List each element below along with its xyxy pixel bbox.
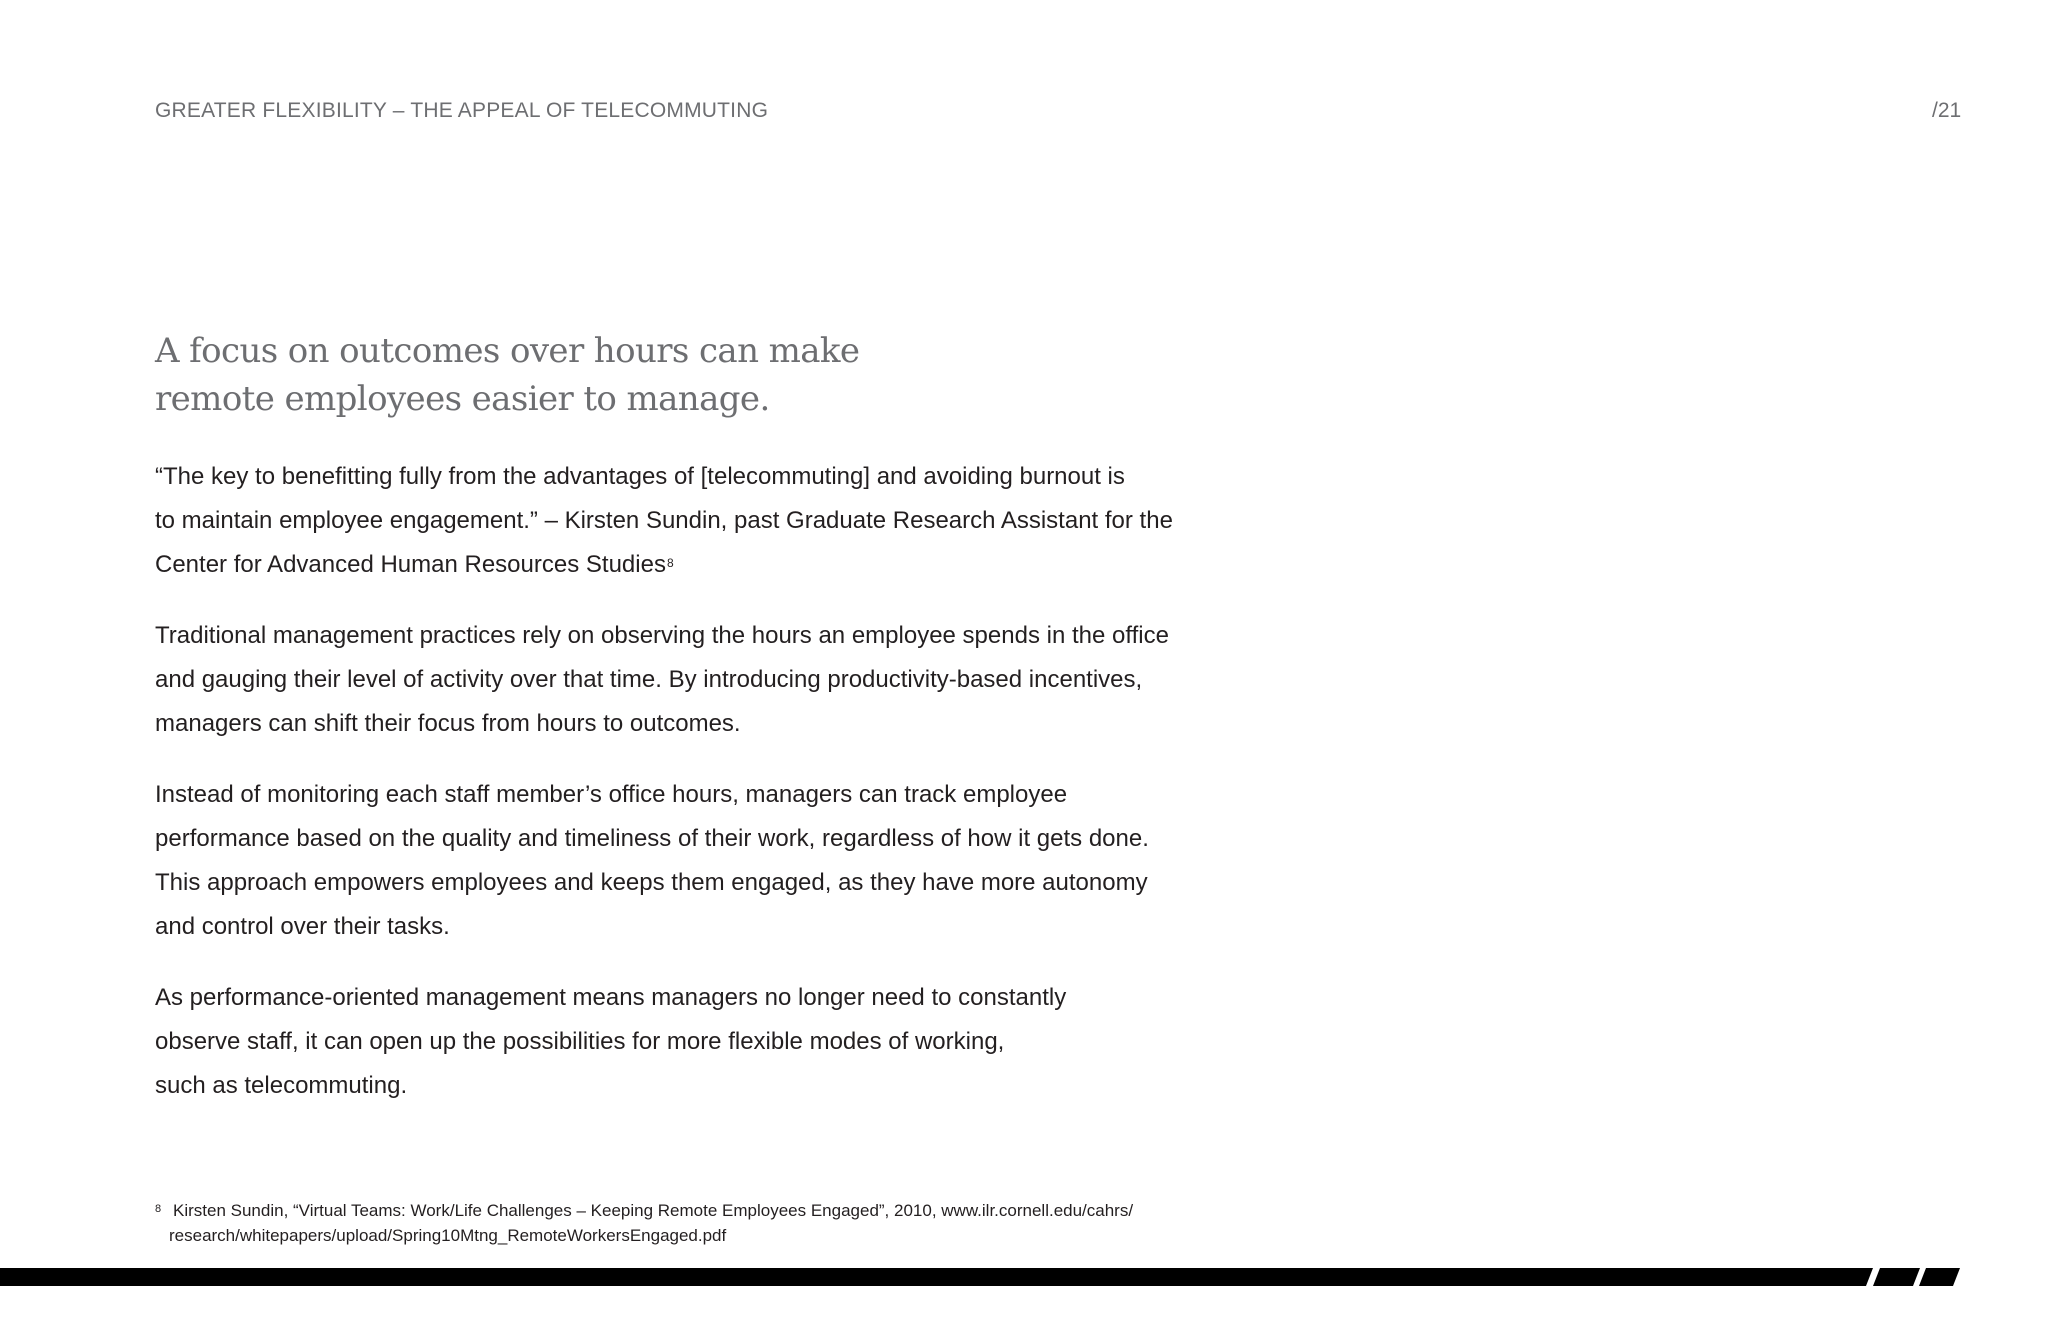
page-number: /21 — [1932, 99, 1962, 122]
paragraph-line: such as telecommuting. — [155, 1072, 408, 1099]
section-title: GREATER FLEXIBILITY – THE APPEAL OF TELECOMMUTING — [155, 99, 769, 122]
paragraph-line: Instead of monitoring each staff member’s office hours, managers can track employee — [155, 781, 1068, 808]
paragraph — [155, 614, 1215, 746]
paragraph-line: managers can shift their focus from hours to outcomes. — [155, 710, 741, 737]
footnote-number: 8 — [155, 1203, 162, 1215]
paragraph-line: to maintain employee engagement.” – Kirsten Sundin, past Graduate Research Assistant for the — [155, 507, 1173, 534]
footnote-reference: 8 — [666, 556, 674, 570]
quote-paragraph — [155, 455, 1215, 587]
bar-segment-slash — [1873, 1268, 1920, 1286]
paragraph-line: As performance-oriented management means managers no longer need to constantly — [155, 984, 1067, 1011]
paragraph — [155, 773, 1215, 949]
body-text — [155, 455, 1215, 1135]
footnote — [155, 1198, 1255, 1248]
bar-segment-slash — [1919, 1268, 1960, 1286]
footnote-line — [155, 1198, 1255, 1223]
bottom-decorative-bar — [0, 1268, 1960, 1286]
footnote-text: Kirsten Sundin, “Virtual Teams: Work/Life Challenges – Keeping Remote Employees Engaged”, 2010, www.ilr.cornell.edu/cahrs/ — [173, 1201, 1134, 1220]
headline — [155, 327, 1055, 423]
paragraph-line: and control over their tasks. — [155, 913, 450, 940]
headline-line: A focus on outcomes over hours can make — [155, 331, 860, 371]
paragraph-line: and gauging their level of activity over that time. By introducing productivity-based incentives, — [155, 666, 1143, 693]
paragraph-line-text: Center for Advanced Human Resources Studies — [155, 551, 666, 578]
paragraph-line: Traditional management practices rely on observing the hours an employee spends in the office — [155, 622, 1169, 649]
paragraph-line: This approach empowers employees and keeps them engaged, as they have more autonomy — [155, 869, 1148, 896]
paragraph-line: “The key to benefitting fully from the advantages of [telecommuting] and avoiding burnout is — [155, 463, 1125, 490]
footnote-line: research/whitepapers/upload/Spring10Mtng_RemoteWorkersEngaged.pdf — [169, 1226, 727, 1245]
headline-line: remote employees easier to manage. — [155, 379, 770, 419]
paragraph-line: performance based on the quality and timeliness of their work, regardless of how it gets done. — [155, 825, 1149, 852]
paragraph-line — [155, 543, 1215, 587]
paragraph — [155, 976, 1215, 1108]
paragraph-line: observe staff, it can open up the possibilities for more flexible modes of working, — [155, 1028, 1005, 1055]
bar-main — [0, 1268, 1873, 1286]
